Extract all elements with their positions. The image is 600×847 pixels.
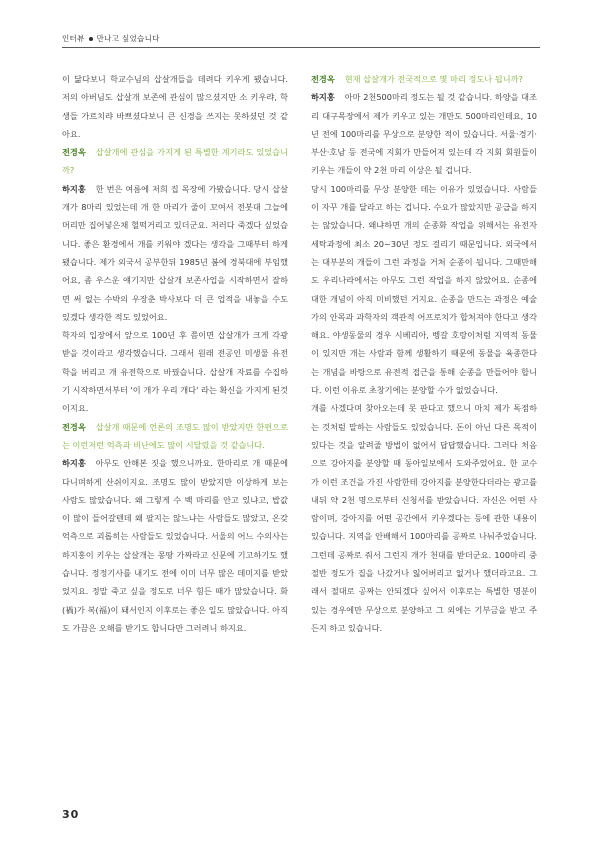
- running-header: [62, 33, 160, 44]
- header-title: 만나고 싶었습니다: [96, 34, 160, 43]
- paragraph-text: 학자의 입장에서 앞으로 100년 후 쯤이면 삽살개가 크게 각광받을 것이라고 생각했습니다. 그래서 원래 전공인 미생물 유전학을 버리고 개 유전학으로 바꿨습니다. 삽살개 자료를 수집하기 시작하면서부터 '이 개가 우리 개다' 라는 확신을 가지게 된것이지요.: [62, 330, 288, 414]
- left-text-column: [62, 70, 288, 637]
- body-paragraph: [311, 180, 537, 400]
- interview-answer: [62, 454, 288, 637]
- interview-question: [62, 143, 288, 180]
- paragraph-text: 개를 사겠다며 찾아오는데 못 판다고 했으니 마치 제가 독점하는 것처럼 말하는 사람들도 있었습니다. 돈이 아닌 다른 목적이 있다는 것을 알려줄 방법이 없어서 답답했습니다. 그러다 처음으로 강아지를 분양할 때 동아일보에서 도와주었어요. 한 교수가 이런 조건을 가진 사람한테 강아지를 분양한다더라는 광고를 내뒤 약 2천 명으로부터 신청서를 받았습니다. 자신은 어떤 사람이며, 강아지를 어떤 공간에서 키우겠다는 등에 관한 내용이 있습니다. 지역을 안배해서 100마리를 공짜로 나눠주었습니다. 그런데 공짜로 줘서 그런지 개가 천대를 받더군요. 100마리 중 절반 정도가 집을 나갔거나 잃어버리고 없거나 했더라고요. 그래서 절대로 공짜는 안되겠다 싶어서 이후로는 특별한 명분이 있는 경우에만 무상으로 분양하고 그 외에는 기부금을 받고 주든지 하고 있습니다.: [311, 403, 537, 633]
- interview-question: [311, 70, 537, 88]
- speaker-name: 하지홍: [62, 183, 86, 194]
- header-divider: [62, 47, 540, 48]
- paragraph-text: 이 닮다보니 학교수님의 삽살개들을 데려다 키우게 됐습니다. 저의 아버님도 삽살개 보존에 관심이 많으셨지만 소 키우랴, 학생들 가르치랴 바쁘셨다보니 큰 신경을 쓰지는 못하셨던 것 같아요.: [62, 74, 288, 139]
- interview-answer: [62, 180, 288, 326]
- body-paragraph: [62, 70, 288, 143]
- body-paragraph: [311, 399, 537, 637]
- interview-answer: [311, 88, 537, 179]
- right-text-column: [311, 70, 537, 637]
- page-number: 30: [62, 808, 80, 821]
- paragraph-text: 현재 삽살개가 전국적으로 몇 마리 정도나 됩니까?: [344, 74, 523, 84]
- paragraph-text: 아마 2천500마리 정도는 될 것 같습니다. 하양을 대조리 대구목장에서 제가 키우고 있는 개만도 500마리인데요, 10년 전에 100마리를 무상으로 분양한 적이 있습니다. 서울·경기·부산·호남 등 전국에 지회가 만들어져 있는데 각 지회 회원들이 키우는 개들이 약 2천 마리 이상은 될 겁니다.: [311, 92, 537, 176]
- header-section: 인터뷰: [62, 34, 85, 43]
- paragraph-text: 당시 100마리를 무상 분양한 데는 이유가 있었습니다. 사람들이 자꾸 개를 달라고 하는 겁니다. 수요가 많았지만 공급을 하지는 않았습니다. 왜냐하면 개의 순종화 작업을 위해서는 유전자 세탁과정에 최소 20~30년 정도 걸리기 때문입니다. 외국에서는 대부분의 개들이 그런 과정을 거쳐 순종이 됩니다. 그때만해도 우리나라에서는 아무도 그런 작업을 하지 않았어요. 순종에 대한 개념이 아직 미비했던 거지요. 순종을 만드는 과정은 예술가의 안목과 과학자의 객관적 어프로치가 합쳐져야 한다고 생각해요. 야생동물의 경우 시베리아, 벵갈 호랑이처럼 지역적 동물이 있지만 개는 사람과 함께 생활하기 때문에 동물을 육종한다는 개념을 바탕으로 유전적 접근을 통해 순종을 만들어야 합니다. 이런 이유로 초창기에는 분양할 수가 없었습니다.: [311, 183, 537, 396]
- paragraph-text: 한 번은 여름에 저희 집 목장에 가봤습니다. 당시 삽살개가 8마리 있었는데 개 한 마리가 줄이 꼬여서 전봇대 그늘에 머리만 집어넣은채 헐떡거리고 있더군요. 저러다 죽겠다 싶었습니다. 좋은 환경에서 개를 키워야 겠다는 생각을 그때부터 하게 됐습니다. 제가 외국서 공부한뒤 1985년 봄에 경북대에 부임했어요, 좀 우스운 얘기지만 삽살개 보존사업을 시작하면서 잘하면 써 없는 수박의 우장춘 박사보다 더 큰 업적을 내놓을 수도 있겠다 생각한 적도 있었어요.: [62, 183, 288, 322]
- paragraph-text: 삽살개 때문에 언론의 조명도 많이 받았지만 한편으로는 이런저런 억측과 비난에도 많이 시달렸을 것 같습니다.: [62, 421, 288, 450]
- speaker-name: 전경옥: [311, 74, 335, 84]
- interview-question: [62, 418, 288, 455]
- speaker-name: 하지홍: [62, 458, 86, 469]
- body-paragraph: [62, 326, 288, 417]
- speaker-name: 전경옥: [62, 147, 86, 158]
- bullet-icon: [89, 37, 93, 41]
- speaker-name: 하지홍: [311, 92, 335, 103]
- paragraph-text: 아무도 안해본 짓을 했으니까요. 한마리로 개 때문에 다니며하게 산쉬이지요. 조명도 많이 받았지만 이상하게 보는 사람도 많았습니다. 왜 그렇게 수 백 마리를 안고 있냐고, 밥값이 많이 들어갈텐데 왜 팔지는 않느냐는 사람들도 많았고, 온갖 억측으로 괴롭히는 사람들도 있었습니다. 서울의 어느 수의사는 하지홍이 키우는 삽살개는 몽땅 가짜라고 신문에 기고하기도 했습니다. 정정기사를 내기도 전에 이미 너무 많은 데미지를 받았었지요. 정말 죽고 싶을 정도로 너무 힘든 때가 많았습니다. 화(禍)가 복(福)이 돼서인지 이후로는 좋은 일도 많았습니다. 아직도 가끔은 오해를 받기도 합니다만 그러려니 하지요.: [62, 458, 288, 633]
- paragraph-text: 삽살개에 관심을 가지게 된 특별한 계기라도 있었습니까?: [62, 147, 288, 176]
- speaker-name: 전경옥: [62, 421, 86, 432]
